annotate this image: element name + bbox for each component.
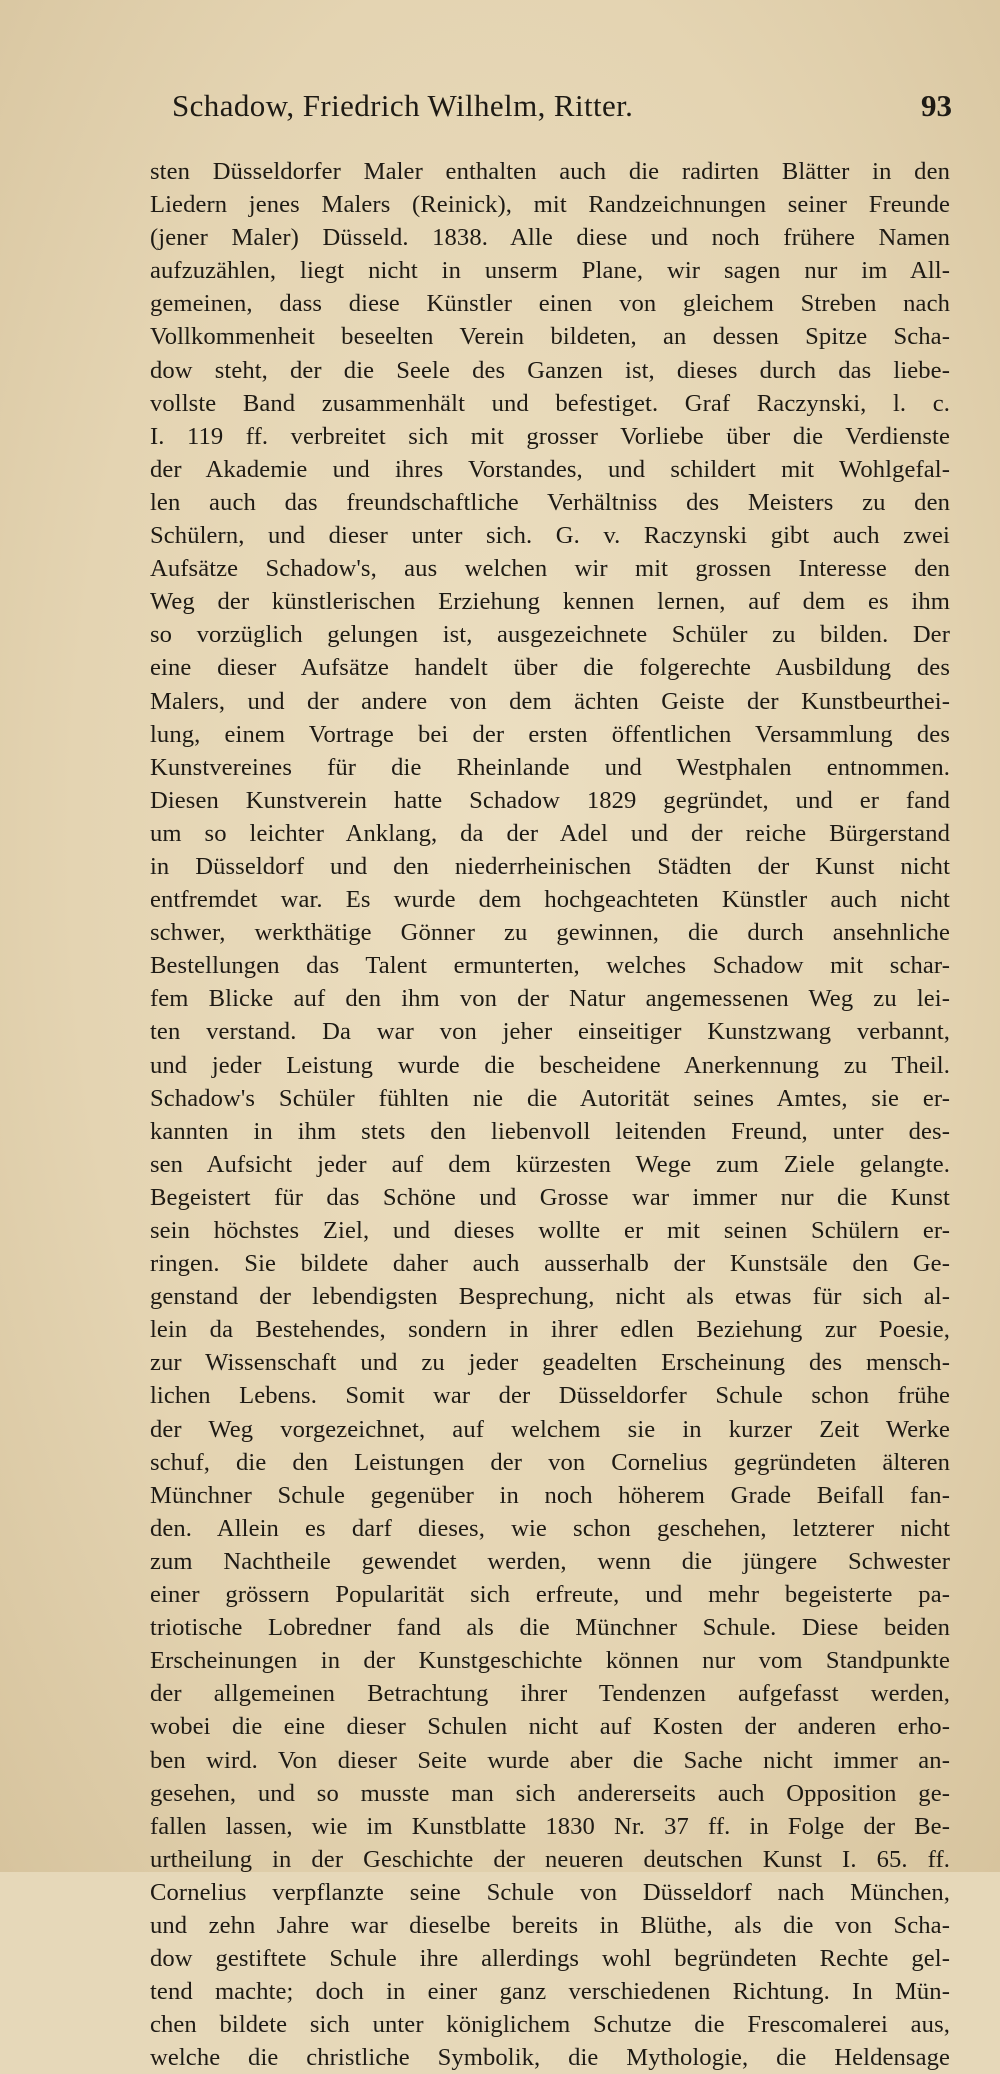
text-line: chen bildete sich unter königlichem Schutze die Frescomalerei aus, xyxy=(150,2011,950,2039)
text-line: Vollkommenheit beseelten Verein bildeten, an dessen Spitze Scha- xyxy=(150,323,950,351)
text-line: und jeder Leistung wurde die bescheidene Anerkennung zu Theil. xyxy=(150,1051,950,1079)
text-line: Begeistert für das Schöne und Grosse war immer nur die Kunst xyxy=(150,1183,950,1211)
text-line: Kunstvereines für die Rheinlande und Westphalen entnommen. xyxy=(150,753,950,781)
text-line: lein da Bestehendes, sondern in ihrer edlen Beziehung zur Poesie, xyxy=(150,1316,950,1344)
text-line: genstand der lebendigsten Besprechung, nicht als etwas für sich al- xyxy=(150,1283,950,1311)
text-line: dow gestiftete Schule ihre allerdings wohl begründeten Rechte gel- xyxy=(150,1945,950,1973)
text-line: einer grössern Popularität sich erfreute, und mehr begeisterte pa- xyxy=(150,1581,950,1609)
text-line: wobei die eine dieser Schulen nicht auf Kosten der anderen erho- xyxy=(150,1713,950,1741)
text-line: gesehen, und so musste man sich andererseits auch Opposition ge- xyxy=(150,1779,950,1807)
text-line: len auch das freundschaftliche Verhältniss des Meisters zu den xyxy=(150,488,950,516)
text-line: tend machte; doch in einer ganz verschiedenen Richtung. In Mün- xyxy=(150,1978,950,2006)
text-line: in Düsseldorf und den niederrheinischen Städten der Kunst nicht xyxy=(150,852,950,880)
text-line: dow steht, der die Seele des Ganzen ist, dieses durch das liebe- xyxy=(150,356,950,384)
running-head: Schadow, Friedrich Wilhelm, Ritter. xyxy=(172,88,634,123)
text-line: sein höchstes Ziel, und dieses wollte er mit seinen Schülern er- xyxy=(150,1217,950,1244)
text-line: Aufsätze Schadow's, aus welchen wir mit grossen Interesse den xyxy=(150,555,950,583)
text-line: Schülern, und dieser unter sich. G. v. Raczynski gibt auch zwei xyxy=(150,522,950,550)
text-line: ten verstand. Da war von jeher einseitiger Kunstzwang verbannt, xyxy=(150,1018,950,1046)
text-line: welche die christliche Symbolik, die Mythologie, die Heldensage xyxy=(150,2044,950,2072)
text-line: der Weg vorgezeichnet, auf welchem sie in kurzer Zeit Werke xyxy=(150,1415,950,1443)
text-line: zum Nachtheile gewendet werden, wenn die jüngere Schwester xyxy=(150,1547,950,1575)
text-line: Diesen Kunstverein hatte Schadow 1829 gegründet, und er fand xyxy=(150,786,950,814)
text-line: ben wird. Von dieser Seite wurde aber die Sache nicht immer an- xyxy=(150,1746,950,1774)
text-line: lung, einem Vortrage bei der ersten öffentlichen Versammlung des xyxy=(150,720,950,748)
text-line: und zehn Jahre war dieselbe bereits in Blüthe, als die von Scha- xyxy=(150,1911,950,1939)
text-line: fem Blicke auf den ihm von der Natur angemessenen Weg zu lei- xyxy=(150,985,950,1013)
text-line: (jener Maler) Düsseld. 1838. Alle diese und noch frühere Namen xyxy=(150,224,950,252)
text-line: Malers, und der andere von dem ächten Geiste der Kunstbeurthei- xyxy=(150,687,950,715)
text-line: aufzuzählen, liegt nicht in unserm Plane, wir sagen nur im All- xyxy=(150,257,950,285)
body-text xyxy=(150,155,950,2072)
text-line: kannten in ihm stets den liebenvoll leitenden Freund, unter des- xyxy=(150,1117,950,1145)
page-number: 93 xyxy=(921,88,952,123)
text-line: der Akademie und ihres Vorstandes, und schildert mit Wohlgefal- xyxy=(150,455,950,483)
text-line: eine dieser Aufsätze handelt über die folgerechte Ausbildung des xyxy=(150,654,950,682)
text-line: der allgemeinen Betrachtung ihrer Tendenzen aufgefasst werden, xyxy=(150,1680,950,1708)
text-line: um so leichter Anklang, da der Adel und der reiche Bürgerstand xyxy=(150,819,950,847)
page-header xyxy=(172,88,952,138)
text-line: lichen Lebens. Somit war der Düsseldorfer Schule schon frühe xyxy=(150,1382,950,1410)
text-line: I. 119 ff. verbreitet sich mit grosser Vorliebe über die Verdienste xyxy=(150,422,950,450)
text-line: Cornelius verpflanzte seine Schule von Düsseldorf nach München, xyxy=(150,1878,950,1906)
text-line: Weg der künstlerischen Erziehung kennen lernen, auf dem es ihm xyxy=(150,588,950,616)
text-line: Schadow's Schüler fühlten nie die Autorität seines Amtes, sie er- xyxy=(150,1084,950,1112)
text-line: fallen lassen, wie im Kunstblatte 1830 Nr. 37 ff. in Folge der Be- xyxy=(150,1812,950,1840)
text-line: sten Düsseldorfer Maler enthalten auch die radirten Blätter in den xyxy=(150,158,950,185)
text-line: den. Allein es darf dieses, wie schon geschehen, letzterer nicht xyxy=(150,1514,950,1542)
text-line: Münchner Schule gegenüber in noch höherem Grade Beifall fan- xyxy=(150,1481,950,1509)
text-line: Liedern jenes Malers (Reinick), mit Randzeichnungen seiner Freunde xyxy=(150,191,950,219)
text-line: gemeinen, dass diese Künstler einen von gleichem Streben nach xyxy=(150,290,950,318)
text-line: so vorzüglich gelungen ist, ausgezeichnete Schüler zu bilden. Der xyxy=(150,621,950,649)
text-line: urtheilung in der Geschichte der neueren deutschen Kunst I. 65. ff. xyxy=(150,1845,950,1873)
text-line: Bestellungen das Talent ermunterten, welches Schadow mit schar- xyxy=(150,952,950,980)
text-line: entfremdet war. Es wurde dem hochgeachteten Künstler auch nicht xyxy=(150,886,950,914)
text-line: zur Wissenschaft und zu jeder geadelten Erscheinung des mensch- xyxy=(150,1349,950,1377)
text-line: vollste Band zusammenhält und befestiget. Graf Raczynski, l. c. xyxy=(150,389,950,417)
text-line: Erscheinungen in der Kunstgeschichte können nur vom Standpunkte xyxy=(150,1647,950,1675)
text-line: triotische Lobredner fand als die Münchner Schule. Diese beiden xyxy=(150,1614,950,1642)
text-line: sen Aufsicht jeder auf dem kürzesten Wege zum Ziele gelangte. xyxy=(150,1150,950,1178)
text-line: schwer, werkthätige Gönner zu gewinnen, die durch ansehnliche xyxy=(150,919,950,947)
text-line: schuf, die den Leistungen der von Cornelius gegründeten älteren xyxy=(150,1448,950,1476)
text-line: ringen. Sie bildete daher auch ausserhalb der Kunstsäle den Ge- xyxy=(150,1250,950,1278)
